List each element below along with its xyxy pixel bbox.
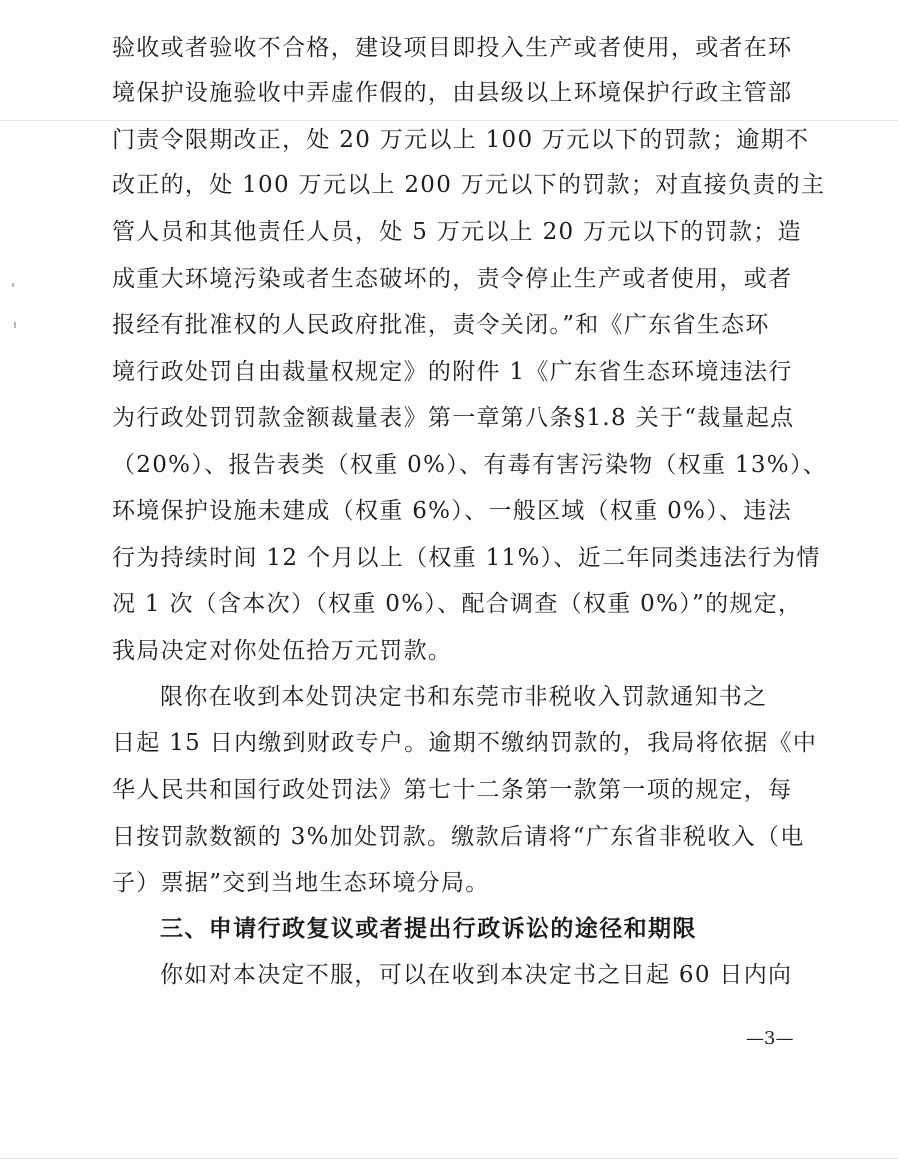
paragraph-line: 子）票据”交到当地生态环境分局。: [112, 870, 490, 896]
paragraph-line: 门责令限期改正，处 20 万元以上 100 万元以下的罚款；逾期不: [112, 127, 810, 153]
paragraph-line: 改正的，处 100 万元以上 200 万元以下的罚款；对直接负责的主: [112, 172, 826, 198]
paragraph-line: 成重大环境污染或者生态破坏的，责令停止生产或者使用，或者: [112, 266, 793, 292]
scan-margin-mark: [14, 322, 16, 328]
paragraph-line: 境行政处罚自由裁量权规定》的附件 1《广东省生态环境违法行: [112, 359, 793, 385]
paragraph-line: 报经有批准权的人民政府批准，责令关闭。”和《广东省生态环: [112, 312, 770, 338]
paragraph-line: （20%）、报告表类（权重 0%）、有毒有害污染物（权重 13%）、: [112, 452, 828, 478]
paragraph-line: 环境保护设施未建成（权重 6%）、一般区域（权重 0%）、违法: [112, 498, 792, 524]
scan-artifact-line: [0, 1158, 898, 1159]
paragraph-line: 境保护设施验收中弄虚作假的，由县级以上环境保护行政主管部: [112, 80, 793, 106]
paragraph-line: 限你在收到本处罚决定书和东莞市非税收入罚款通知书之: [160, 684, 768, 710]
paragraph-line: 况 1 次（含本次）（权重 0%）、配合调查（权重 0%）”的规定，: [112, 591, 803, 617]
paragraph-line: 我局决定对你处伍拾万元罚款。: [112, 638, 453, 664]
section-heading: 三、申请行政复议或者提出行政诉讼的途径和期限: [160, 916, 697, 942]
paragraph-line: 行为持续时间 12 个月以上（权重 11%）、近二年同类违法行为情: [112, 545, 821, 571]
paragraph-line: 验收或者验收不合格，建设项目即投入生产或者使用，或者在环: [112, 35, 793, 61]
scan-margin-mark: [12, 283, 14, 287]
paragraph-line: 管人员和其他责任人员，处 5 万元以上 20 万元以下的罚款；造: [112, 219, 802, 245]
paragraph-line: 日起 15 日内缴到财政专户。逾期不缴纳罚款的，我局将依据《中: [112, 730, 818, 756]
paragraph-line: 日按罚款数额的 3%加处罚款。缴款后请将“广东省非税收入（电: [112, 824, 805, 850]
review-paragraph-line: 你如对本决定不服，可以在收到本决定书之日起 60 日内向: [160, 962, 793, 988]
scan-artifact-line: [0, 120, 898, 121]
paragraph-line: 为行政处罚罚款金额裁量表》第一章第八条§1.8 关于“裁量起点: [112, 405, 795, 431]
paragraph-line: 华人民共和国行政处罚法》第七十二条第一款第一项的规定，每: [112, 777, 793, 803]
page-number: —3—: [746, 1028, 794, 1049]
